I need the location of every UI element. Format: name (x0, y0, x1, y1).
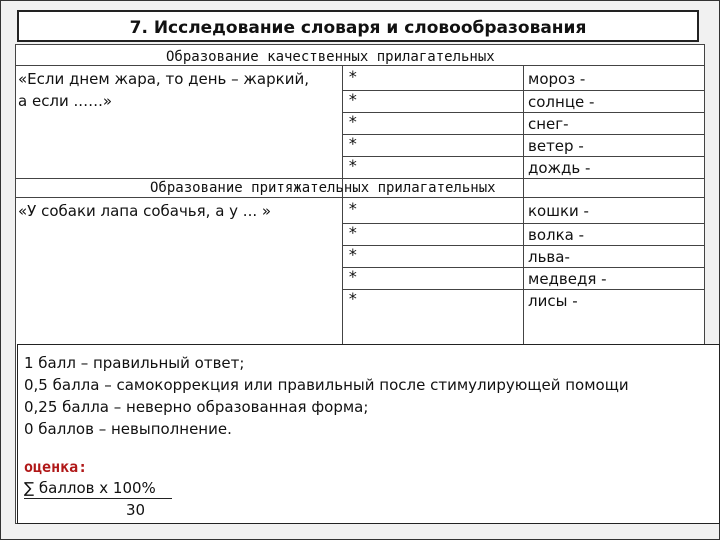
answer-marker: * (348, 245, 358, 264)
stimulus-word: ветер - (528, 137, 584, 155)
row-line (342, 112, 704, 113)
answer-marker: * (348, 134, 358, 153)
row-line (342, 223, 704, 224)
section-heading-qualitative: Образование качественных прилагательных (166, 49, 495, 65)
stimulus-word: солнце - (528, 93, 595, 111)
slide-title: 7. Исследование словаря и словообразования (17, 10, 699, 42)
grade-formula: ∑ баллов х 100% (24, 479, 156, 497)
scoring-rule: 1 балл – правильный ответ; (24, 354, 245, 372)
fraction-bar (24, 498, 172, 499)
answer-marker: * (348, 67, 358, 86)
prompt-line: а если ..….» (18, 92, 113, 110)
stimulus-word: медведя - (528, 270, 607, 288)
answer-marker: * (348, 223, 358, 242)
grade-divisor: 30 (126, 501, 146, 519)
stimulus-word: мороз - (528, 70, 586, 88)
answer-marker: * (348, 112, 358, 131)
prompt-line: «Если днем жара, то день – жаркий, (18, 70, 309, 88)
answer-marker: * (348, 267, 358, 286)
row-line (342, 289, 704, 290)
column-divider-word (523, 65, 524, 345)
stimulus-word: снег- (528, 115, 569, 133)
grade-label: оценка: (24, 458, 88, 476)
stimulus-word: дождь - (528, 159, 591, 177)
stimulus-word: волка - (528, 226, 585, 244)
row-line (342, 134, 704, 135)
stimulus-word: лисы - (528, 292, 578, 310)
row-line (342, 267, 704, 268)
answer-marker: * (348, 90, 358, 109)
row-line (342, 245, 704, 246)
stimulus-word: кошки - (528, 202, 589, 220)
scoring-rule: 0,5 балла – самокоррекция или правильный после стимулирующей помощи (24, 376, 629, 394)
scoring-rule: 0,25 балла – неверно образованная форма; (24, 398, 369, 416)
answer-marker: * (348, 199, 358, 218)
answer-marker: * (348, 156, 358, 175)
column-divider-marker (342, 65, 343, 345)
scoring-rule: 0 баллов – невыполнение. (24, 420, 232, 438)
row-line (342, 90, 704, 91)
prompt-line: «У собаки лапа собачья, а у ... » (18, 202, 272, 220)
scoring-box (17, 344, 720, 524)
row-line (342, 156, 704, 157)
section-heading-possessive: Образование притяжательных прилагательных (150, 180, 496, 196)
answer-marker: * (348, 289, 358, 308)
stimulus-word: льва- (528, 248, 570, 266)
